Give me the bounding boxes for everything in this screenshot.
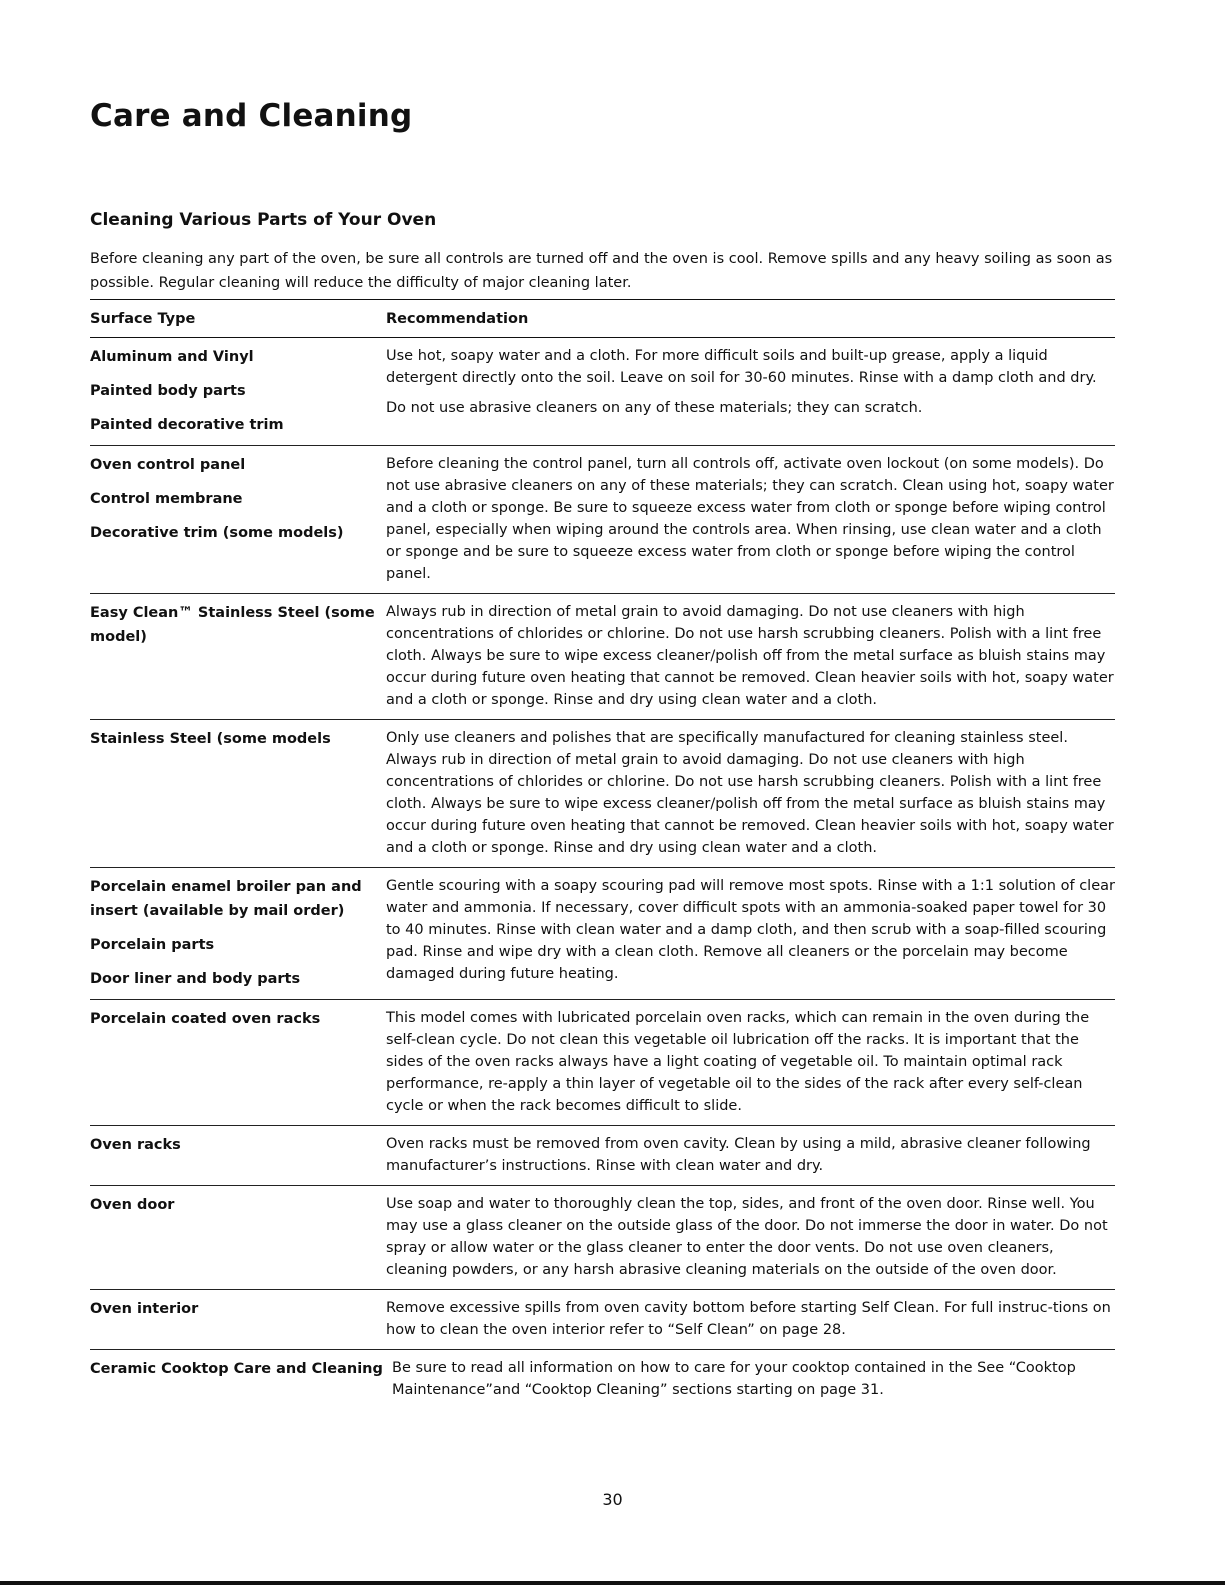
recommendation-cell	[392, 1357, 1115, 1401]
page-bottom-edge	[0, 1581, 1225, 1585]
surface-type-item: Oven racks	[90, 1137, 181, 1153]
table-row	[90, 594, 1115, 720]
recommendation-cell	[386, 345, 1115, 437]
recommendation-cell	[386, 1133, 1115, 1177]
section-heading: Cleaning Various Parts of Your Oven	[90, 210, 437, 230]
cleaning-table	[90, 299, 1115, 1409]
table-row	[90, 868, 1115, 1000]
surface-type-cell	[90, 1193, 386, 1281]
table-row	[90, 720, 1115, 868]
surface-type-item: Aluminum and Vinyl	[90, 349, 254, 365]
surface-type-cell	[90, 345, 386, 437]
intro-paragraph: Before cleaning any part of the oven, be sure all controls are turned off and the oven is cool. Remove spills and any heavy soiling as soon as possible. Regular cleaning will reduce the difficulty of major cleaning later.	[90, 251, 1113, 291]
header-recommendation: Recommendation	[386, 311, 529, 327]
table-row	[90, 446, 1115, 594]
recommendation-text: Use hot, soapy water and a cloth. For more difficult soils and built-up grease, apply a liquid detergent directly onto the soil. Leave on soil for 30-60 minutes. Rinse with a damp cloth and dry.	[386, 348, 1097, 386]
surface-type-item: Easy Clean™ Stainless Steel (some model)	[90, 605, 375, 645]
surface-type-item: Stainless Steel (some models	[90, 731, 331, 747]
page-title: Care and Cleaning	[90, 98, 413, 134]
surface-type-cell	[90, 875, 386, 991]
table-row	[90, 1000, 1115, 1126]
recommendation-text: Before cleaning the control panel, turn all controls off, activate oven lockout (on some models). Do not use abrasive cleaners on any of these materials; they can scratch. Clean using hot, soapy water and a cloth or sponge. Be sure to squeeze excess water from cloth or sponge before wiping control panel, especially when wiping around the controls area. When rinsing, use clean water and a cloth or sponge and be sure to squeeze excess water from cloth or sponge before wiping the control panel.	[386, 456, 1114, 582]
surface-type-cell	[90, 1133, 386, 1177]
table-row	[90, 338, 1115, 446]
recommendation-cell	[386, 1007, 1115, 1117]
surface-type-item: Painted decorative trim	[90, 417, 284, 433]
recommendation-text: Gentle scouring with a soapy scouring pad will remove most spots. Rinse with a 1:1 solution of clear water and ammonia. If necessary, cover difficult spots with an ammonia-soaked paper towel for 30 to 40 minutes. Rinse with clean water and a damp cloth, and then scrub with a soap-filled scouring pad. Rinse and wipe dry with a clean cloth. Remove all cleaners or the porcelain may become damaged during future heating.	[386, 878, 1115, 982]
recommendation-text: This model comes with lubricated porcelain oven racks, which can remain in the oven during the self-clean cycle. Do not clean this vegetable oil lubrication off the racks. It is important that the sides of the oven racks always have a light coating of vegetable oil. To maintain optimal rack performance, re-apply a thin layer of vegetable oil to the sides of the rack after every self-clean cycle or when the rack becomes difficult to slide.	[386, 1010, 1090, 1114]
surface-type-item: Ceramic Cooktop Care and Cleaning	[90, 1361, 383, 1377]
surface-type-item: Painted body parts	[90, 383, 246, 399]
recommendation-cell	[386, 727, 1115, 859]
surface-type-item: Oven door	[90, 1197, 175, 1213]
surface-type-item: Door liner and body parts	[90, 971, 301, 987]
recommendation-text: Only use cleaners and polishes that are specifically manufactured for cleaning stainless steel. Always rub in direction of metal grain to avoid damaging. Do not use cleaners with high concentrations of chlorides or chlorine. Do not use harsh scrubbing cleaners. Polish with a lint free cloth. Always be sure to wipe excess cleaner/polish off from the metal surface as bluish stains may occur during future oven heating that cannot be removed. Clean heavier soils with hot, soapy water and a cloth or sponge. Rinse and dry using clean water and a cloth.	[386, 730, 1114, 856]
surface-type-cell	[90, 1357, 392, 1401]
recommendation-text: Be sure to read all information on how to care for your cooktop contained in the See “Cooktop Maintenance”and “Cooktop Cleaning” sections starting on page 31.	[392, 1360, 1076, 1398]
table-header-row	[90, 300, 1115, 338]
recommendation-cell	[386, 453, 1115, 585]
surface-type-item: Porcelain coated oven racks	[90, 1011, 321, 1027]
recommendation-text: Oven racks must be removed from oven cavity. Clean by using a mild, abrasive cleaner following manufacturer’s instructions. Rinse with clean water and dry.	[386, 1136, 1091, 1174]
surface-type-cell	[90, 727, 386, 859]
recommendation-cell	[386, 875, 1115, 991]
table-row	[90, 1186, 1115, 1290]
surface-type-cell	[90, 453, 386, 585]
recommendation-cell	[386, 601, 1115, 711]
surface-type-cell	[90, 1297, 386, 1341]
surface-type-item: Oven control panel	[90, 457, 246, 473]
surface-type-item: Porcelain parts	[90, 937, 215, 953]
recommendation-cell	[386, 1297, 1115, 1341]
surface-type-cell	[90, 601, 386, 711]
recommendation-cell	[386, 1193, 1115, 1281]
header-surface-type: Surface Type	[90, 311, 196, 327]
recommendation-text: Use soap and water to thoroughly clean the top, sides, and front of the oven door. Rinse well. You may use a glass cleaner on the outside glass of the door. Do not immerse the door in water. Do not spray or allow water or the glass cleaner to enter the door vents. Do not use oven cleaners, cleaning powders, or any harsh abrasive cleaning materials on the outside of the oven door.	[386, 1196, 1108, 1278]
table-row	[90, 1126, 1115, 1186]
surface-type-item: Oven interior	[90, 1301, 199, 1317]
page-number: 30	[602, 1490, 623, 1509]
recommendation-text: Always rub in direction of metal grain to avoid damaging. Do not use cleaners with high concentrations of chlorides or chlorine. Do not use harsh scrubbing cleaners. Polish with a lint free cloth. Always be sure to wipe excess cleaner/polish off from the metal surface as bluish stains may occur during future oven heating that cannot be removed. Clean heavier soils with hot, soapy water and a cloth or sponge. Rinse and dry using clean water and a cloth.	[386, 604, 1114, 708]
recommendation-text: Remove excessive spills from oven cavity bottom before starting Self Clean. For full instruc-tions on how to clean the oven interior refer to “Self Clean” on page 28.	[386, 1300, 1111, 1338]
table-row	[90, 1350, 1115, 1409]
surface-type-item: Decorative trim (some models)	[90, 525, 344, 541]
surface-type-cell	[90, 1007, 386, 1117]
surface-type-item: Control membrane	[90, 491, 243, 507]
table-body	[90, 338, 1115, 1409]
table-row	[90, 1290, 1115, 1350]
surface-type-item: Porcelain enamel broiler pan and insert (available by mail order)	[90, 879, 362, 919]
recommendation-text: Do not use abrasive cleaners on any of these materials; they can scratch.	[386, 400, 923, 416]
